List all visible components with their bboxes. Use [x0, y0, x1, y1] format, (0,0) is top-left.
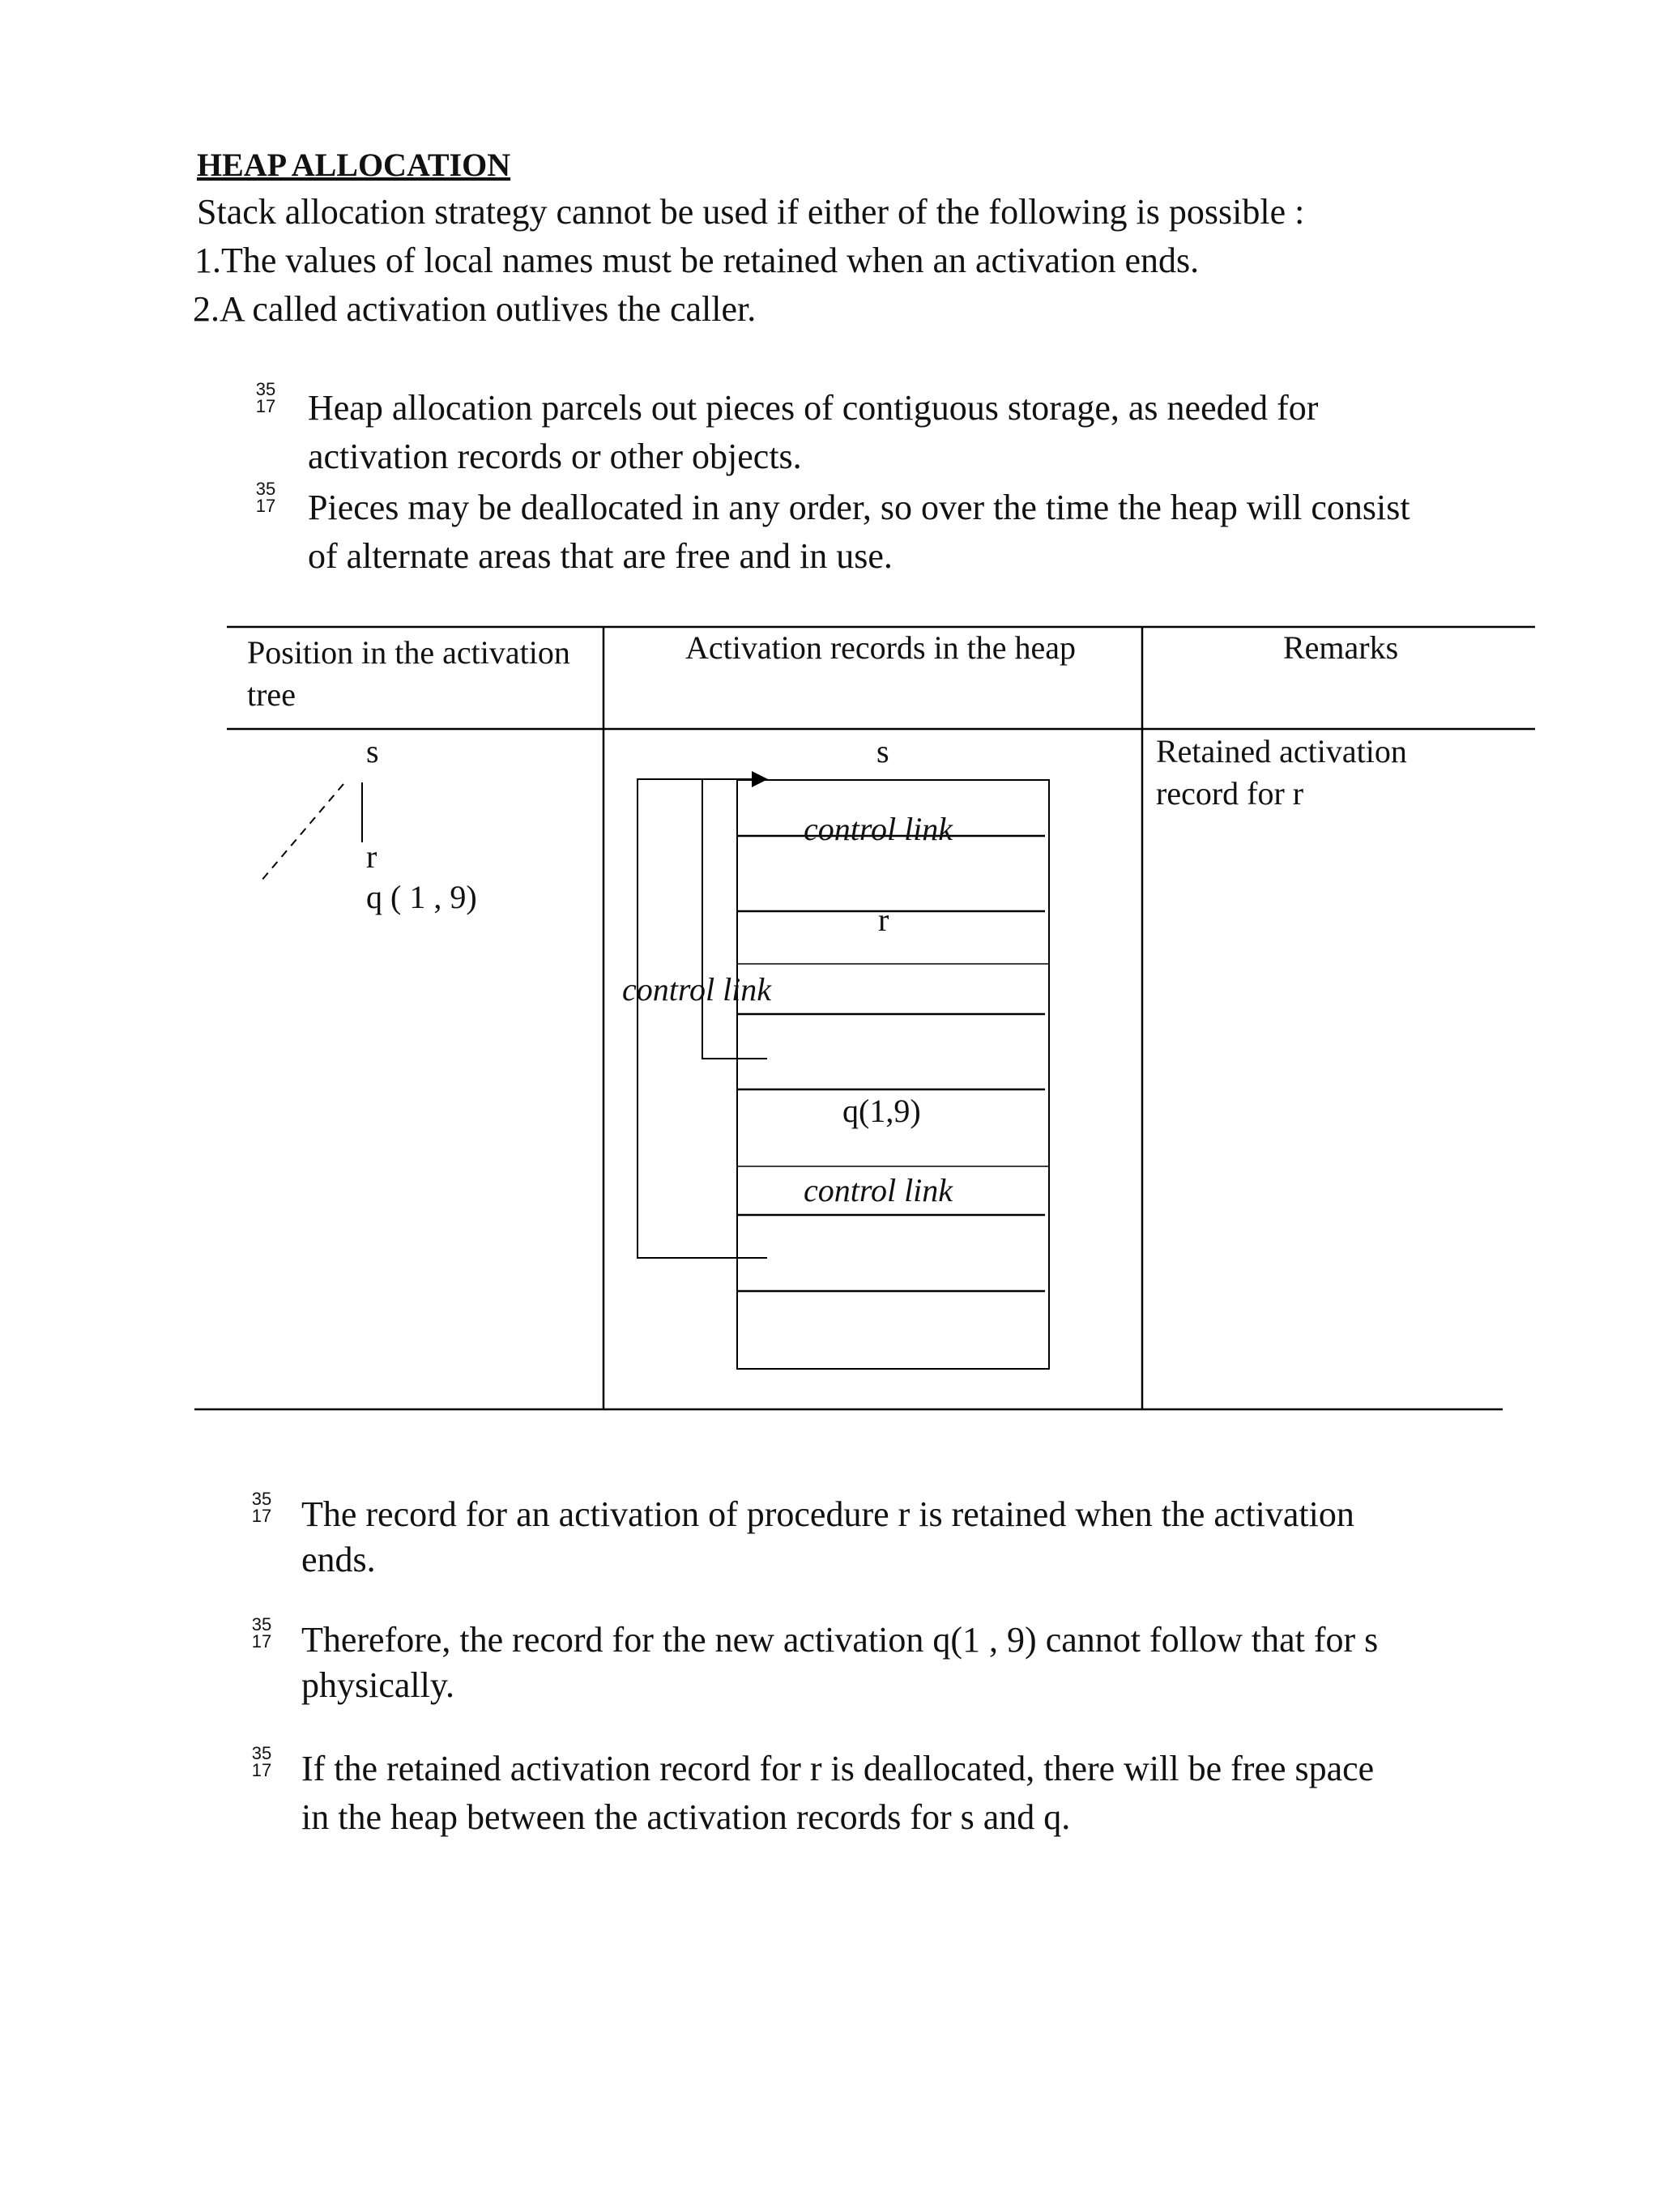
condition-2: 2.A called activation outlives the caller.: [193, 289, 757, 329]
bullet-1-line-1: Heap allocation parcels out pieces of contiguous storage, as needed for: [308, 388, 1319, 428]
remarks-text: Retained activation record for r: [1156, 733, 1407, 812]
bullet-4-line-1: Therefore, the record for the new activation q(1 , 9) cannot follow that for s: [301, 1620, 1379, 1660]
record-r-name: r: [878, 901, 889, 938]
record-q-name: q(1,9): [842, 1093, 921, 1129]
bullet-marker: 35 17: [251, 1743, 272, 1780]
bullet-marker: 35 17: [251, 1489, 272, 1526]
record-q-control-link: control link: [804, 1172, 953, 1208]
tree-node-q: q ( 1 , 9): [366, 879, 477, 915]
record-r-control-link: control link: [804, 811, 953, 847]
page-title: HEAP ALLOCATION: [197, 147, 511, 183]
condition-1: 1.The values of local names must be retained when an activation ends.: [194, 241, 1200, 280]
bullet-5-line-2: in the heap between the activation records for s and q.: [301, 1797, 1071, 1837]
side-control-link: control link: [622, 971, 772, 1008]
header-remarks: Remarks: [1283, 629, 1399, 666]
bullet-4-line-2: physically.: [301, 1665, 454, 1705]
tree-node-r: r: [366, 838, 377, 875]
header-position: Position in the activation tree: [247, 634, 570, 713]
bullet-2-line-2: of alternate areas that are free and in use.: [308, 536, 893, 576]
heap-label-s: s: [876, 733, 889, 769]
bullet-marker: 35 17: [255, 479, 276, 516]
bullet-3-line-1: The record for an activation of procedure r is retained when the activation: [301, 1494, 1354, 1534]
bullet-marker: 35 17: [255, 379, 276, 416]
bullet-2-line-1: Pieces may be deallocated in any order, so over the time the heap will consist: [308, 488, 1410, 527]
bullet-1-line-2: activation records or other objects.: [308, 437, 802, 476]
tree-node-s: s: [366, 733, 379, 769]
header-records: Activation records in the heap: [685, 629, 1077, 666]
bullet-3-line-2: ends.: [301, 1540, 376, 1579]
intro-text: Stack allocation strategy cannot be used if either of the following is possible :: [197, 192, 1305, 232]
bullet-5-line-1: If the retained activation record for r is deallocated, there will be free space: [301, 1749, 1375, 1788]
bullet-marker: 35 17: [251, 1614, 272, 1652]
